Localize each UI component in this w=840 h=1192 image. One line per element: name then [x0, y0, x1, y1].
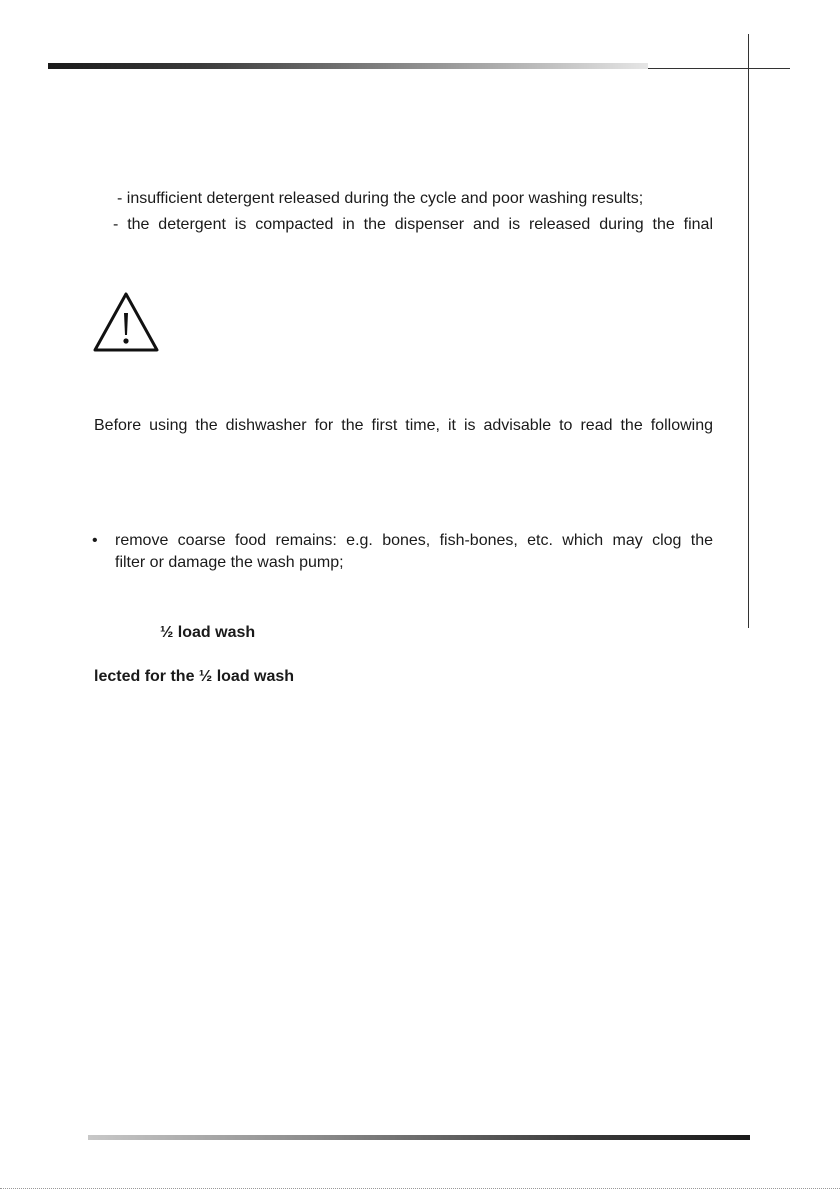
intro-paragraph: Before using the dishwasher for the first time, it is advisable to read the following [94, 417, 713, 434]
bullet-line-1: remove coarse food remains: e.g. bones, fish-bones, etc. which may clog the [115, 532, 713, 549]
header-thin-rule [648, 68, 790, 69]
page-edge-dotted-line [0, 1188, 840, 1189]
half-load-selected-text: lected for the ½ load wash [94, 668, 295, 685]
footer-gradient-rule [88, 1135, 750, 1140]
warning-triangle-icon [92, 290, 160, 354]
detergent-note-2: - the detergent is compacted in the dispenser and is released during the final [113, 216, 713, 233]
bullet-line-2: filter or damage the wash pump; [115, 554, 344, 571]
detergent-note-1: - insufficient detergent released during the cycle and poor washing results; [117, 190, 644, 207]
bullet-marker: • [92, 532, 98, 549]
half-load-heading: ½ load wash [160, 624, 256, 641]
page-side-rule [748, 34, 749, 628]
header-gradient-rule [48, 63, 648, 69]
